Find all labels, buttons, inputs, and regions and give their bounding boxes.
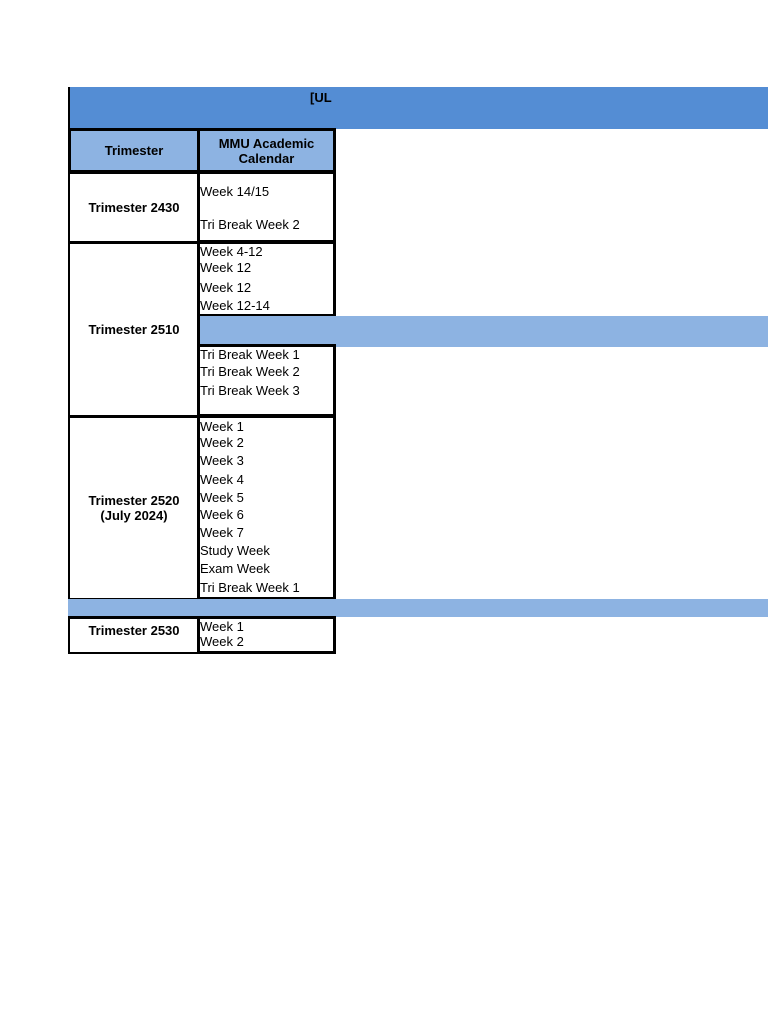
trimester-2510-label [68, 241, 200, 417]
week-row: Week 1 [197, 415, 336, 436]
title-band [68, 87, 768, 129]
week-row: Week 12 [197, 260, 336, 279]
week-row: Exam Week [197, 561, 336, 581]
trimester-name: Trimester 2430 [88, 200, 180, 215]
week-row: Tri Break Week 3 [197, 382, 336, 417]
week-row: Study Week [197, 543, 336, 562]
trimester-name: Trimester 2510 [88, 322, 180, 337]
trimester-2430-label [68, 171, 200, 243]
week-row: Week 6 [197, 507, 336, 526]
week-row: Week 3 [197, 453, 336, 472]
week-row: Week 12 [197, 278, 336, 297]
week-row: Week 1 [197, 616, 336, 635]
trimester-name: Trimester 2530 [88, 623, 180, 638]
separator-band [197, 316, 768, 347]
week-row: Tri Break Week 1 [197, 344, 336, 364]
separator-band [68, 599, 768, 617]
trimester-name: Trimester 2520 [88, 493, 180, 508]
week-row: Week 14/15 [197, 171, 336, 209]
week-row: Tri Break Week 2 [197, 363, 336, 383]
sheet-title: [UL [310, 90, 332, 105]
trimester-2520-label [68, 415, 200, 600]
header-trimester: Trimester [68, 128, 200, 173]
week-row: Week 7 [197, 525, 336, 544]
week-row: Tri Break Week 1 [197, 580, 336, 600]
week-row: Week 2 [197, 634, 336, 654]
week-row: Tri Break Week 2 [197, 208, 336, 243]
week-row: Week 5 [197, 489, 336, 508]
trimester-date: (July 2024) [100, 508, 168, 523]
week-row: Week 12-14 [197, 296, 336, 317]
header-calendar: MMU Academic Calendar [197, 128, 336, 173]
trimester-2530-label [68, 616, 200, 654]
week-row: Week 2 [197, 435, 336, 454]
week-row: Week 4-12 [197, 241, 336, 261]
week-row: Week 4 [197, 471, 336, 490]
